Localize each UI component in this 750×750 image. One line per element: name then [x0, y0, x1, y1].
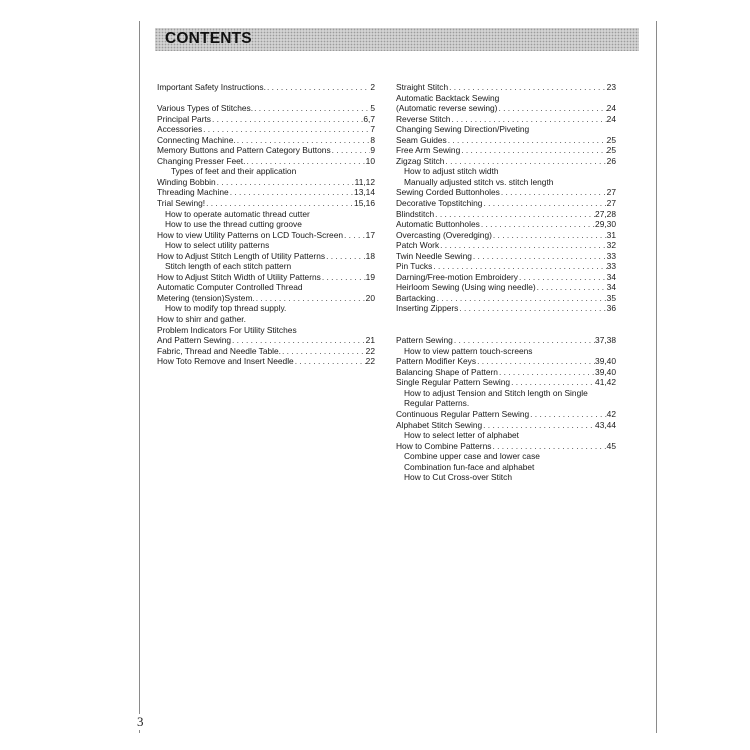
toc-entry[interactable] — [157, 219, 375, 230]
dot-leader — [536, 282, 607, 293]
toc-entry[interactable] — [157, 356, 375, 367]
toc-entry-title: Pattern Modifier Keys — [396, 356, 477, 367]
dot-leader — [202, 124, 370, 135]
toc-entry-title: Principal Parts — [157, 113, 211, 124]
toc-entry-page: 10 — [365, 155, 375, 166]
toc-entry-title: How to shirr and gather. — [157, 314, 246, 325]
toc-entry-title: Blindstitch — [396, 208, 435, 219]
toc-entry[interactable] — [396, 114, 616, 125]
toc-entry-title: Regular Patterns. — [404, 398, 470, 409]
dot-leader — [211, 114, 363, 125]
toc-entry[interactable] — [396, 261, 616, 272]
toc-entry-title: How to Adjust Stitch Width of Utility Patterns — [157, 271, 321, 282]
toc-entry[interactable] — [157, 314, 375, 325]
dot-leader — [492, 230, 607, 241]
toc-entry[interactable] — [396, 187, 616, 198]
toc-entry-title: Zigzag Stitch — [396, 155, 445, 166]
toc-entry-title: How to operate automatic thread cutter — [165, 208, 310, 219]
dot-leader — [460, 145, 606, 156]
toc-entry[interactable] — [157, 209, 375, 220]
dot-leader — [434, 209, 595, 220]
toc-entry[interactable] — [157, 166, 375, 177]
toc-entry[interactable] — [396, 272, 616, 283]
toc-entry[interactable] — [157, 282, 375, 293]
toc-entry-title: Bartacking — [396, 292, 436, 303]
dot-leader — [231, 335, 366, 346]
toc-entry[interactable] — [157, 251, 375, 262]
dot-leader — [331, 145, 371, 156]
dot-leader — [439, 240, 607, 251]
toc-entry-title: How to use the thread cutting groove — [165, 219, 302, 230]
toc-entry[interactable] — [396, 135, 616, 146]
toc-entry[interactable] — [396, 303, 616, 314]
toc-entry[interactable] — [157, 346, 375, 357]
toc-left-column — [157, 82, 375, 367]
dot-leader — [436, 293, 607, 304]
toc-right-column — [396, 82, 616, 483]
toc-entry-title: How to adjust stitch width — [404, 166, 499, 177]
toc-entry[interactable] — [157, 293, 375, 304]
toc-entry-page: 20 — [365, 292, 375, 303]
toc-entry[interactable] — [396, 462, 616, 473]
toc-entry-page: 35 — [606, 292, 616, 303]
toc-entry-page: 29,30 — [595, 219, 616, 230]
toc-entry-title: Fabric, Thread and Needle Table. — [157, 345, 281, 356]
dot-leader — [266, 82, 370, 93]
toc-entry-title: Inserting Zippers — [396, 303, 459, 314]
dot-leader — [498, 367, 595, 378]
toc-entry-title: Continuous Regular Pattern Sewing — [396, 408, 530, 419]
toc-entry[interactable] — [396, 219, 616, 230]
toc-entry-title: Straight Stitch — [396, 82, 449, 92]
toc-entry-page: 39,40 — [595, 366, 616, 377]
toc-entry[interactable] — [396, 346, 616, 357]
toc-entry-page: 34 — [606, 271, 616, 282]
dot-leader — [236, 135, 371, 146]
toc-entry-page: 31 — [606, 229, 616, 240]
toc-entry-title: Types of feet and their application — [171, 166, 297, 177]
toc-entry-title: Important Safety Instructions. — [157, 82, 266, 92]
toc-entry-title: Reverse Stitch — [396, 113, 451, 124]
toc-entry[interactable] — [396, 209, 616, 220]
dot-leader — [482, 420, 595, 431]
toc-entry-title: Overcasting (Overedging) — [396, 229, 492, 240]
toc-entry-page: 17 — [365, 229, 375, 240]
toc-entry-title: Automatic Backtack Sewing — [396, 92, 500, 103]
toc-entry-page: 33 — [606, 250, 616, 261]
toc-entry[interactable] — [396, 82, 616, 93]
toc-entry-title: Automatic Computer Controlled Thread — [157, 282, 303, 293]
toc-entry[interactable] — [396, 198, 616, 209]
toc-entry-page: 15,16 — [354, 198, 375, 209]
toc-entry[interactable] — [157, 187, 375, 198]
toc-entry-title: Free Arm Sewing — [396, 145, 461, 156]
toc-entry[interactable] — [396, 177, 616, 188]
toc-entry[interactable] — [396, 441, 616, 452]
toc-entry-title: Accessories — [157, 124, 203, 135]
toc-entry-title: Pattern Sewing — [396, 335, 453, 346]
toc-entry-title: How to Combine Patterns — [396, 440, 492, 451]
toc-entry-title: Combination fun-face and alphabet — [404, 461, 535, 472]
toc-entry-page: 45 — [606, 440, 616, 451]
toc-entry-page: 26 — [606, 155, 616, 166]
toc-entry-title: Problem Indicators For Utility Stitches — [157, 324, 297, 335]
toc-entry[interactable] — [396, 240, 616, 251]
dot-leader — [497, 103, 606, 114]
dot-leader — [432, 261, 606, 272]
toc-entry-title: How to select utility patterns — [165, 240, 270, 251]
toc-entry-page: 33 — [606, 261, 616, 272]
toc-entry[interactable] — [396, 124, 616, 135]
toc-entry-title: How to Adjust Stitch Length of Utility Patterns — [157, 250, 326, 261]
toc-entry[interactable] — [157, 114, 375, 125]
toc-entry-page: 24 — [606, 103, 616, 114]
toc-entry-title: And Pattern Sewing — [157, 335, 232, 346]
toc-entry-page: 32 — [606, 240, 616, 251]
toc-entry-title: Memory Buttons and Pattern Category Buttons — [157, 145, 331, 156]
toc-entry[interactable] — [157, 335, 375, 346]
toc-spacer — [396, 314, 616, 325]
dot-leader — [343, 230, 366, 241]
dot-leader — [447, 135, 607, 146]
toc-entry[interactable] — [396, 166, 616, 177]
toc-entry-title: How to Cut Cross-over Stitch — [404, 472, 512, 483]
toc-entry-page: 41,42 — [595, 377, 616, 388]
dot-leader — [510, 377, 595, 388]
toc-entry-title: Threading Machine — [157, 187, 229, 198]
toc-entry[interactable] — [157, 272, 375, 283]
toc-entry-title: Stitch length of each stitch pattern — [165, 261, 292, 272]
toc-entry-page: 43,44 — [595, 419, 616, 430]
toc-entry-page: 39,40 — [595, 356, 616, 367]
dot-leader — [518, 272, 607, 283]
toc-entry-page: 8 — [370, 134, 375, 145]
toc-entry-page: 42 — [606, 408, 616, 419]
toc-entry-page: 2 — [370, 82, 375, 92]
toc-entry-page: 27 — [606, 187, 616, 198]
toc-entry-page: 25 — [606, 134, 616, 145]
toc-entry-page: 24 — [606, 113, 616, 124]
dot-leader — [491, 441, 606, 452]
toc-entry-title: Alphabet Stitch Sewing — [396, 419, 483, 430]
toc-entry-title: Winding Bobbin — [157, 176, 216, 187]
toc-entry[interactable] — [157, 145, 375, 156]
toc-entry-title: Twin Needle Sewing — [396, 250, 472, 261]
toc-entry[interactable] — [396, 93, 616, 104]
toc-entry-title: How to view Utility Patterns on LCD Touch-Screen — [157, 229, 344, 240]
dot-leader — [281, 346, 366, 357]
toc-entry-title: Connecting Machine. — [157, 134, 236, 145]
toc-entry-title: How to select letter of alphabet — [404, 430, 519, 441]
toc-entry-title: Trial Sewing! — [157, 198, 206, 209]
toc-entry-page: 22 — [365, 356, 375, 367]
toc-entry-page: 23 — [606, 82, 616, 92]
toc-entry[interactable] — [396, 145, 616, 156]
toc-entry-page: 27 — [606, 198, 616, 209]
toc-entry[interactable] — [396, 472, 616, 483]
toc-entry-title: Changing Sewing Direction/Piveting — [396, 124, 530, 135]
toc-entry-title: Patch Work — [396, 240, 440, 251]
toc-entry-page: 5 — [370, 103, 375, 114]
toc-entry-title: Heirloom Sewing (Using wing needle) — [396, 282, 536, 293]
toc-entry[interactable] — [157, 325, 375, 336]
page-title: CONTENTS — [165, 30, 252, 47]
toc-entry[interactable] — [396, 293, 616, 304]
toc-entry[interactable] — [396, 367, 616, 378]
toc-spacer — [157, 93, 375, 104]
dot-leader — [448, 82, 607, 93]
toc-entry[interactable] — [157, 124, 375, 135]
toc-entry-page: 34 — [606, 282, 616, 293]
toc-entry-title: Balancing Shape of Pattern — [396, 366, 498, 377]
toc-entry-title: Changing Presser Feet. — [157, 155, 246, 166]
contents-banner — [155, 28, 639, 51]
toc-entry-title: Decorative Topstitching — [396, 198, 483, 209]
dot-leader — [253, 103, 370, 114]
toc-entry[interactable] — [157, 198, 375, 209]
toc-entry[interactable] — [157, 135, 375, 146]
dot-leader — [205, 198, 354, 209]
toc-entry-page: 7 — [370, 124, 375, 135]
toc-entry-page: 18 — [365, 250, 375, 261]
toc-entry-title: Metering (tension)System. — [157, 292, 255, 303]
toc-entry[interactable] — [396, 103, 616, 114]
toc-entry[interactable] — [396, 156, 616, 167]
dot-leader — [245, 156, 365, 167]
dot-leader — [321, 272, 366, 283]
toc-entry-page: 21 — [365, 335, 375, 346]
toc-entry[interactable] — [396, 356, 616, 367]
toc-entry-title: How to view pattern touch-screens — [404, 345, 533, 356]
toc-entry-page: 11,12 — [354, 176, 375, 187]
toc-entry-title: Sewing Corded Buttonholes — [396, 187, 500, 198]
dot-leader — [229, 187, 354, 198]
toc-entry[interactable] — [157, 240, 375, 251]
toc-entry-title: Pin Tucks — [396, 261, 433, 272]
toc-entry-title: Manually adjusted stitch vs. stitch length — [404, 176, 554, 187]
toc-entry[interactable] — [396, 388, 616, 399]
toc-entry-page: 6,7 — [363, 113, 375, 124]
toc-entry-page: 25 — [606, 145, 616, 156]
toc-entry[interactable] — [157, 303, 375, 314]
toc-entry-title: Darning/Free-motion Embroidery — [396, 271, 518, 282]
dot-leader — [482, 198, 606, 209]
dot-leader — [453, 335, 595, 346]
dot-leader — [458, 303, 606, 314]
toc-entry[interactable] — [396, 230, 616, 241]
toc-entry-page: 37,38 — [595, 335, 616, 346]
dot-leader — [476, 356, 595, 367]
toc-entry[interactable] — [396, 451, 616, 462]
dot-leader — [444, 156, 606, 167]
toc-entry[interactable] — [396, 251, 616, 262]
toc-entry[interactable] — [396, 398, 616, 409]
toc-entry[interactable] — [157, 103, 375, 114]
toc-entry-page: 27,28 — [595, 208, 616, 219]
toc-entry[interactable] — [157, 156, 375, 167]
dot-leader — [480, 219, 595, 230]
toc-entry[interactable] — [396, 335, 616, 346]
toc-entry[interactable] — [157, 177, 375, 188]
toc-entry-page: 36 — [606, 303, 616, 314]
toc-entry[interactable] — [396, 282, 616, 293]
toc-entry[interactable] — [157, 261, 375, 272]
toc-entry-title: Combine upper case and lower case — [404, 451, 540, 462]
toc-entry-title: How to modify top thread supply. — [165, 303, 287, 314]
toc-entry-page: 19 — [365, 271, 375, 282]
toc-entry-page: 13,14 — [354, 187, 375, 198]
toc-entry[interactable] — [396, 420, 616, 431]
toc-entry-page: 22 — [365, 345, 375, 356]
page-number: 3 — [137, 714, 144, 729]
dot-leader — [325, 251, 366, 262]
dot-leader — [450, 114, 606, 125]
dot-leader — [255, 293, 366, 304]
dot-leader — [216, 177, 355, 188]
toc-entry[interactable] — [157, 82, 375, 93]
toc-entry[interactable] — [157, 230, 375, 241]
dot-leader — [500, 187, 607, 198]
toc-entry-title: How Toto Remove and Insert Needle — [157, 356, 294, 367]
toc-entry-page: 9 — [370, 145, 375, 156]
toc-entry-title: Various Types of Stitches. — [157, 103, 254, 114]
toc-entry[interactable] — [396, 377, 616, 388]
dot-leader — [472, 251, 607, 262]
dot-leader — [529, 409, 607, 420]
toc-entry-title: How to adjust Tension and Stitch length on Single — [404, 387, 588, 398]
toc-entry-title: Seam Guides — [396, 134, 447, 145]
toc-entry-title: Automatic Buttonholes — [396, 219, 480, 230]
dot-leader — [294, 356, 366, 367]
toc-entry-title: (Automatic reverse sewing) — [396, 103, 498, 114]
toc-entry[interactable] — [396, 409, 616, 420]
toc-spacer — [396, 325, 616, 336]
toc-entry-title: Single Regular Pattern Sewing — [396, 377, 511, 388]
toc-entry[interactable] — [396, 430, 616, 441]
